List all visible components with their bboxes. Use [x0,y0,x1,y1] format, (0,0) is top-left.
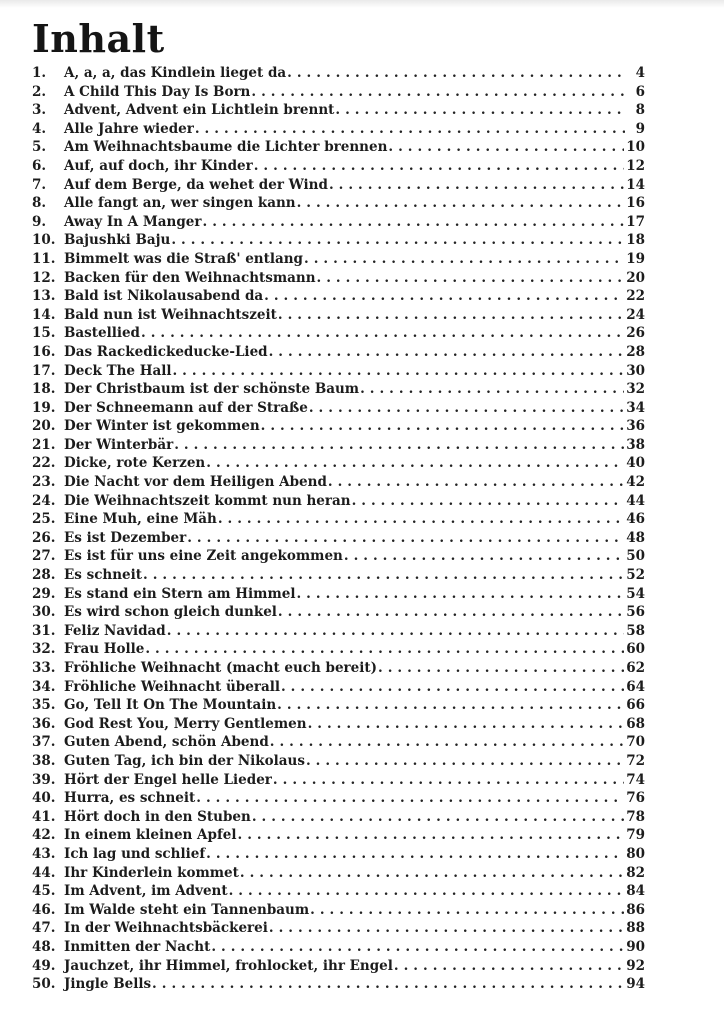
dot-leader [229,883,625,899]
toc-entry-title: Der Winterbär [64,436,174,453]
toc-entry [32,65,645,84]
toc-entry-number: 15. [32,325,56,342]
toc-entry [32,325,645,344]
toc-entry-number: 14. [32,306,56,323]
toc-entry-page: 30 [626,362,645,379]
toc-entry-number: 12. [32,269,56,286]
dot-leader [360,381,624,397]
toc-entry [32,363,645,382]
toc-entry [32,232,645,251]
toc-entry [32,734,645,753]
toc-entry-title: Alle fangt an, wer singen kann [64,195,296,212]
toc-entry-page: 26 [626,325,645,342]
toc-entry-number: 3. [32,102,47,119]
page-title: Inhalt [32,16,165,61]
table-of-contents [32,65,645,995]
toc-entry-title: Es stand ein Stern am Himmel [64,585,296,602]
dot-leader [240,865,624,881]
toc-entry-number: 2. [32,83,47,100]
dot-leader [296,586,624,602]
toc-entry-page: 8 [635,102,645,119]
dot-leader [187,530,624,546]
toc-entry [32,84,645,103]
toc-entry-title: Der Christbaum ist der schönste Baum [64,381,360,398]
toc-entry-title: Der Winter ist gekommen [64,418,260,435]
toc-entry-number: 19. [32,399,56,416]
toc-entry [32,455,645,474]
dot-leader [352,493,625,509]
toc-entry-number: 31. [32,622,56,639]
dot-leader [329,177,624,193]
dot-leader [278,604,624,620]
toc-entry [32,827,645,846]
dot-leader [167,623,624,639]
toc-entry-title: Advent, Advent ein Lichtlein brennt [64,102,335,119]
toc-entry-page: 38 [626,436,645,453]
toc-entry-number: 43. [32,845,56,862]
toc-entry-page: 17 [626,213,645,230]
toc-entry-page: 22 [626,288,645,305]
toc-entry [32,809,645,828]
toc-entry [32,902,645,921]
toc-entry [32,865,645,884]
toc-entry-number: 30. [32,604,56,621]
toc-entry-page: 32 [626,381,645,398]
dot-leader [264,288,624,304]
toc-entry-page: 79 [626,827,645,844]
toc-entry-number: 39. [32,771,56,788]
page-content [32,16,645,995]
toc-entry [32,530,645,549]
toc-entry-number: 49. [32,957,56,974]
toc-entry-title: Am Weihnachtsbaume die Lichter brennen [64,139,388,156]
toc-entry-number: 23. [32,474,56,491]
toc-entry-number: 7. [32,176,47,193]
toc-entry-title: Alle Jahre wieder [64,120,194,137]
toc-entry [32,623,645,642]
toc-entry-page: 58 [626,622,645,639]
toc-entry-title: Bald nun ist Weihnachtszeit [64,306,277,323]
toc-entry-number: 24. [32,492,56,509]
toc-entry-title: Es schneit [64,567,142,584]
toc-entry [32,716,645,735]
toc-entry-page: 60 [626,641,645,658]
toc-entry-number: 44. [32,864,56,881]
toc-entry [32,158,645,177]
toc-entry-title: Dicke, rote Kerzen [64,455,206,472]
toc-entry-title: Fröhliche Weihnacht (macht euch bereit) [64,660,377,676]
toc-entry [32,511,645,530]
toc-entry-title: Jauchzet, ihr Himmel, frohlocket, ihr Engel [64,957,393,974]
dot-leader [211,939,624,955]
toc-entry-page: 68 [626,715,645,732]
dot-leader [281,679,624,695]
dot-leader [195,121,625,137]
toc-entry-page: 94 [626,976,645,993]
toc-entry [32,307,645,326]
toc-entry-number: 27. [32,548,56,565]
toc-entry [32,437,645,456]
toc-entry-page: 50 [626,548,645,565]
toc-entry-page: 54 [626,585,645,602]
toc-entry-number: 48. [32,938,56,955]
toc-entry-title: Hört der Engel helle Lieder [64,771,272,788]
dot-leader [152,976,624,992]
toc-entry-title: Ich lag und schlief [64,845,206,862]
toc-entry [32,381,645,400]
dot-leader [344,548,624,564]
toc-entry-title: Ihr Kinderlein kommet [64,864,239,881]
dot-leader [252,809,624,825]
dot-leader [269,920,624,936]
dot-leader [174,437,624,453]
toc-entry [32,548,645,567]
toc-entry-number: 13. [32,288,56,305]
toc-entry-number: 40. [32,790,56,807]
toc-entry-page: 76 [626,790,645,807]
toc-entry-page: 80 [626,845,645,862]
toc-entry-title: Guten Abend, schön Abend [64,734,269,751]
toc-entry [32,251,645,270]
toc-entry-number: 5. [32,139,47,156]
toc-entry-title: Bald ist Nikolausabend da [64,288,264,305]
toc-entry-title: Bajushki Baju [64,232,171,249]
dot-leader [172,363,624,379]
toc-entry-number: 22. [32,455,56,472]
toc-entry [32,195,645,214]
dot-leader [328,474,624,490]
toc-entry-title: Bastellied [64,325,140,342]
dot-leader [297,195,625,211]
toc-entry [32,939,645,958]
toc-entry [32,177,645,196]
toc-entry-title: Das Rackedickeducke-Lied [64,343,268,360]
toc-entry-number: 20. [32,418,56,435]
toc-entry-number: 11. [32,250,56,267]
toc-entry [32,214,645,233]
toc-entry-number: 18. [32,381,56,398]
toc-entry-page: 12 [626,157,645,174]
toc-entry-title: Frau Holle [64,641,145,658]
toc-entry [32,474,645,493]
toc-entry-page: 46 [626,511,645,528]
toc-entry-title: Jingle Bells [64,976,152,993]
toc-entry-title: Deck The Hall [64,362,172,379]
dot-leader [143,567,624,583]
toc-entry-number: 1. [32,65,47,81]
dot-leader [206,455,624,471]
toc-entry-page: 36 [626,418,645,435]
toc-entry-title: Hurra, es schneit [64,790,196,807]
dot-leader [141,325,624,341]
toc-entry [32,139,645,158]
toc-entry-title: In der Weihnachtsbäckerei [64,920,268,937]
dot-leader [145,641,624,657]
toc-entry [32,641,645,660]
toc-entry-page: 66 [626,697,645,714]
toc-entry-number: 35. [32,697,56,714]
toc-entry-title: Away In A Manger [64,213,202,230]
toc-entry [32,772,645,791]
toc-entry-page: 20 [626,269,645,286]
toc-entry-page: 72 [626,752,645,769]
toc-entry-title: Es wird schon gleich dunkel [64,604,277,621]
dot-leader [278,307,624,323]
dot-leader [306,753,624,769]
toc-entry [32,586,645,605]
toc-entry [32,567,645,586]
toc-entry-page: 44 [626,492,645,509]
toc-entry [32,102,645,121]
toc-entry-number: 41. [32,808,56,825]
toc-entry-page: 62 [626,660,645,676]
toc-entry-title: Fröhliche Weihnacht überall [64,678,280,695]
toc-entry-title: Hört doch in den Stuben [64,808,251,825]
toc-entry-number: 47. [32,920,56,937]
toc-entry-title: Eine Muh, eine Mäh [64,511,217,528]
toc-entry [32,604,645,623]
toc-entry-number: 9. [32,213,47,230]
toc-entry-page: 48 [626,529,645,546]
toc-entry-title: Der Schneemann auf der Straße [64,399,308,416]
toc-entry-title: Backen für den Weihnachtsmann [64,269,316,286]
toc-entry-number: 4. [32,120,47,137]
toc-entry [32,270,645,289]
toc-entry-page: 10 [626,139,645,156]
toc-entry-title: Auf, auf doch, ihr Kinder [64,157,253,174]
toc-entry-number: 17. [32,362,56,379]
toc-entry-number: 16. [32,343,56,360]
toc-entry [32,883,645,902]
toc-entry-number: 26. [32,529,56,546]
toc-entry-title: Im Advent, im Advent [64,883,228,900]
toc-entry-page: 28 [626,343,645,360]
toc-entry-number: 42. [32,827,56,844]
dot-leader [309,400,624,416]
dot-leader [394,958,624,974]
toc-entry-title: Im Walde steht ein Tannenbaum [64,901,310,918]
dot-leader [251,84,625,100]
toc-entry [32,660,645,679]
toc-entry-page: 18 [626,232,645,249]
toc-entry-number: 46. [32,901,56,918]
toc-entry [32,790,645,809]
dot-leader [196,790,624,806]
toc-entry-page: 88 [626,920,645,937]
toc-entry-title: Die Nacht vor dem Heiligen Abend [64,474,327,491]
toc-entry-number: 38. [32,752,56,769]
toc-entry-page: 4 [635,65,645,81]
toc-entry [32,753,645,772]
toc-entry [32,958,645,977]
toc-entry-page: 14 [626,176,645,193]
dot-leader [171,232,624,248]
toc-entry-page: 6 [635,83,645,100]
toc-entry-title: A Child This Day Is Born [64,83,251,100]
toc-entry-page: 78 [626,808,645,825]
toc-entry-page: 92 [626,957,645,974]
toc-entry-number: 28. [32,567,56,584]
toc-entry-page: 34 [626,399,645,416]
toc-entry-page: 19 [626,250,645,267]
toc-entry-title: God Rest You, Merry Gentlemen [64,715,307,732]
toc-entry-number: 8. [32,195,47,212]
toc-entry-page: 9 [635,120,645,137]
toc-entry-number: 10. [32,232,56,249]
dot-leader [317,270,625,286]
toc-entry-title: Die Weihnachtszeit kommt nun heran [64,492,351,509]
toc-entry [32,344,645,363]
toc-entry-title: In einem kleinen Apfel [64,827,237,844]
toc-entry [32,121,645,140]
dot-leader [273,772,624,788]
dot-leader [287,65,625,81]
dot-leader [206,846,624,862]
toc-entry [32,976,645,995]
toc-entry-page: 52 [626,567,645,584]
toc-entry-page: 74 [626,771,645,788]
toc-entry [32,679,645,698]
toc-entry-title: Inmitten der Nacht [64,938,211,955]
toc-entry-page: 70 [626,734,645,751]
toc-entry-title: Auf dem Berge, da wehet der Wind [64,176,328,193]
dot-leader [308,716,625,732]
dot-leader [388,139,624,155]
toc-entry-title: Go, Tell It On The Mountain [64,697,277,714]
toc-entry-page: 40 [626,455,645,472]
toc-entry [32,400,645,419]
dot-leader [261,418,625,434]
dot-leader [218,511,624,527]
toc-entry-number: 25. [32,511,56,528]
toc-entry-title: A, a, a, das Kindlein lieget da [64,65,287,81]
toc-entry-number: 37. [32,734,56,751]
toc-entry-page: 90 [626,938,645,955]
toc-entry-page: 42 [626,474,645,491]
toc-entry-title: Es ist für uns eine Zeit angekommen [64,548,343,565]
dot-leader [335,102,625,118]
dot-leader [270,734,624,750]
toc-entry-title: Guten Tag, ich bin der Nikolaus [64,752,305,769]
toc-entry-number: 32. [32,641,56,658]
toc-entry-page: 64 [626,678,645,695]
toc-entry-number: 45. [32,883,56,900]
toc-entry-number: 6. [32,157,47,174]
toc-entry-number: 33. [32,660,56,676]
toc-entry [32,288,645,307]
dot-leader [254,158,624,174]
toc-entry-number: 34. [32,678,56,695]
dot-leader [203,214,625,230]
toc-entry-page: 24 [626,306,645,323]
toc-entry-page: 84 [626,883,645,900]
dot-leader [277,697,624,713]
toc-entry-page: 86 [626,901,645,918]
toc-entry-number: 29. [32,585,56,602]
dot-leader [269,344,625,360]
toc-entry-title: Feliz Navidad [64,622,166,639]
toc-entry-page: 16 [626,195,645,212]
toc-entry [32,846,645,865]
toc-entry [32,418,645,437]
toc-entry-number: 50. [32,976,56,993]
toc-entry [32,920,645,939]
dot-leader [238,827,625,843]
toc-entry-title: Es ist Dezember [64,529,187,546]
dot-leader [378,660,624,676]
toc-entry-page: 82 [626,864,645,881]
toc-entry-number: 21. [32,436,56,453]
dot-leader [304,251,624,267]
toc-entry-number: 36. [32,715,56,732]
dot-leader [310,902,624,918]
toc-entry [32,493,645,512]
toc-entry [32,697,645,716]
toc-entry-page: 56 [626,604,645,621]
toc-entry-title: Bimmelt was die Straß' entlang [64,250,303,267]
